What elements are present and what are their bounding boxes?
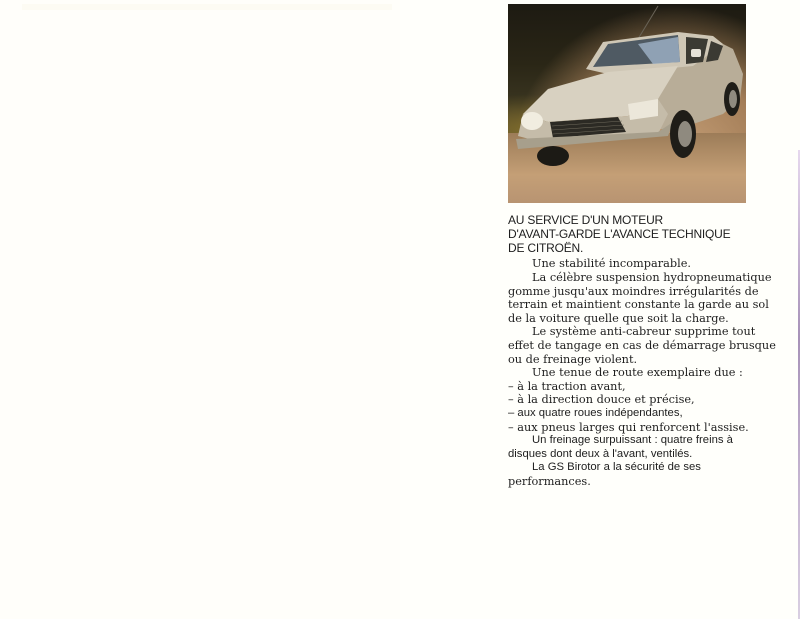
paragraph-line: de la voiture quelle que soit la charge. [508,311,729,325]
list-item: – à la direction douce et précise, [508,393,695,407]
paragraph-line: disques dont deux à l'avant, ventilés. [508,447,693,460]
paragraph-line: performances. [508,474,591,488]
list-item: – aux pneus larges qui renforcent l'assise. [508,420,749,434]
heading-line: DE CITROËN. [508,240,584,255]
section-heading [508,214,758,255]
paragraph-line: La célèbre suspension hydropneumatique [532,270,772,284]
body-copy [508,213,776,488]
paragraph-line: Un freinage surpuissant : quatre freins à [532,434,733,447]
paragraph-line: effet de tangage en cas de démarrage brusque [508,338,776,352]
list-item: – à la traction avant, [508,379,626,393]
paragraph-line: Une tenue de route exemplaire due : [532,366,743,380]
heading-line: AU SERVICE D'UN MOTEUR [508,213,664,227]
paragraph-line: Le système anti-cabreur supprime tout [532,325,756,339]
paragraph-line: terrain et maintient constante la garde au sol [508,298,769,312]
paragraph-line: La GS Birotor a la sécurité de ses [532,461,701,474]
paragraph-line: gomme jusqu'aux moindres irrégularités de [508,284,759,298]
paragraph-line: Une stabilité incomparable. [532,257,691,271]
paragraph-line: ou de freinage violent. [508,352,638,366]
car-illustration [508,4,746,203]
list-item: – aux quatre roues indépendantes, [508,406,683,419]
heading-line: D'AVANT-GARDE L'AVANCE TECHNIQUE [508,226,731,241]
car-photo [508,4,746,203]
print-bleed-strip [22,4,392,10]
